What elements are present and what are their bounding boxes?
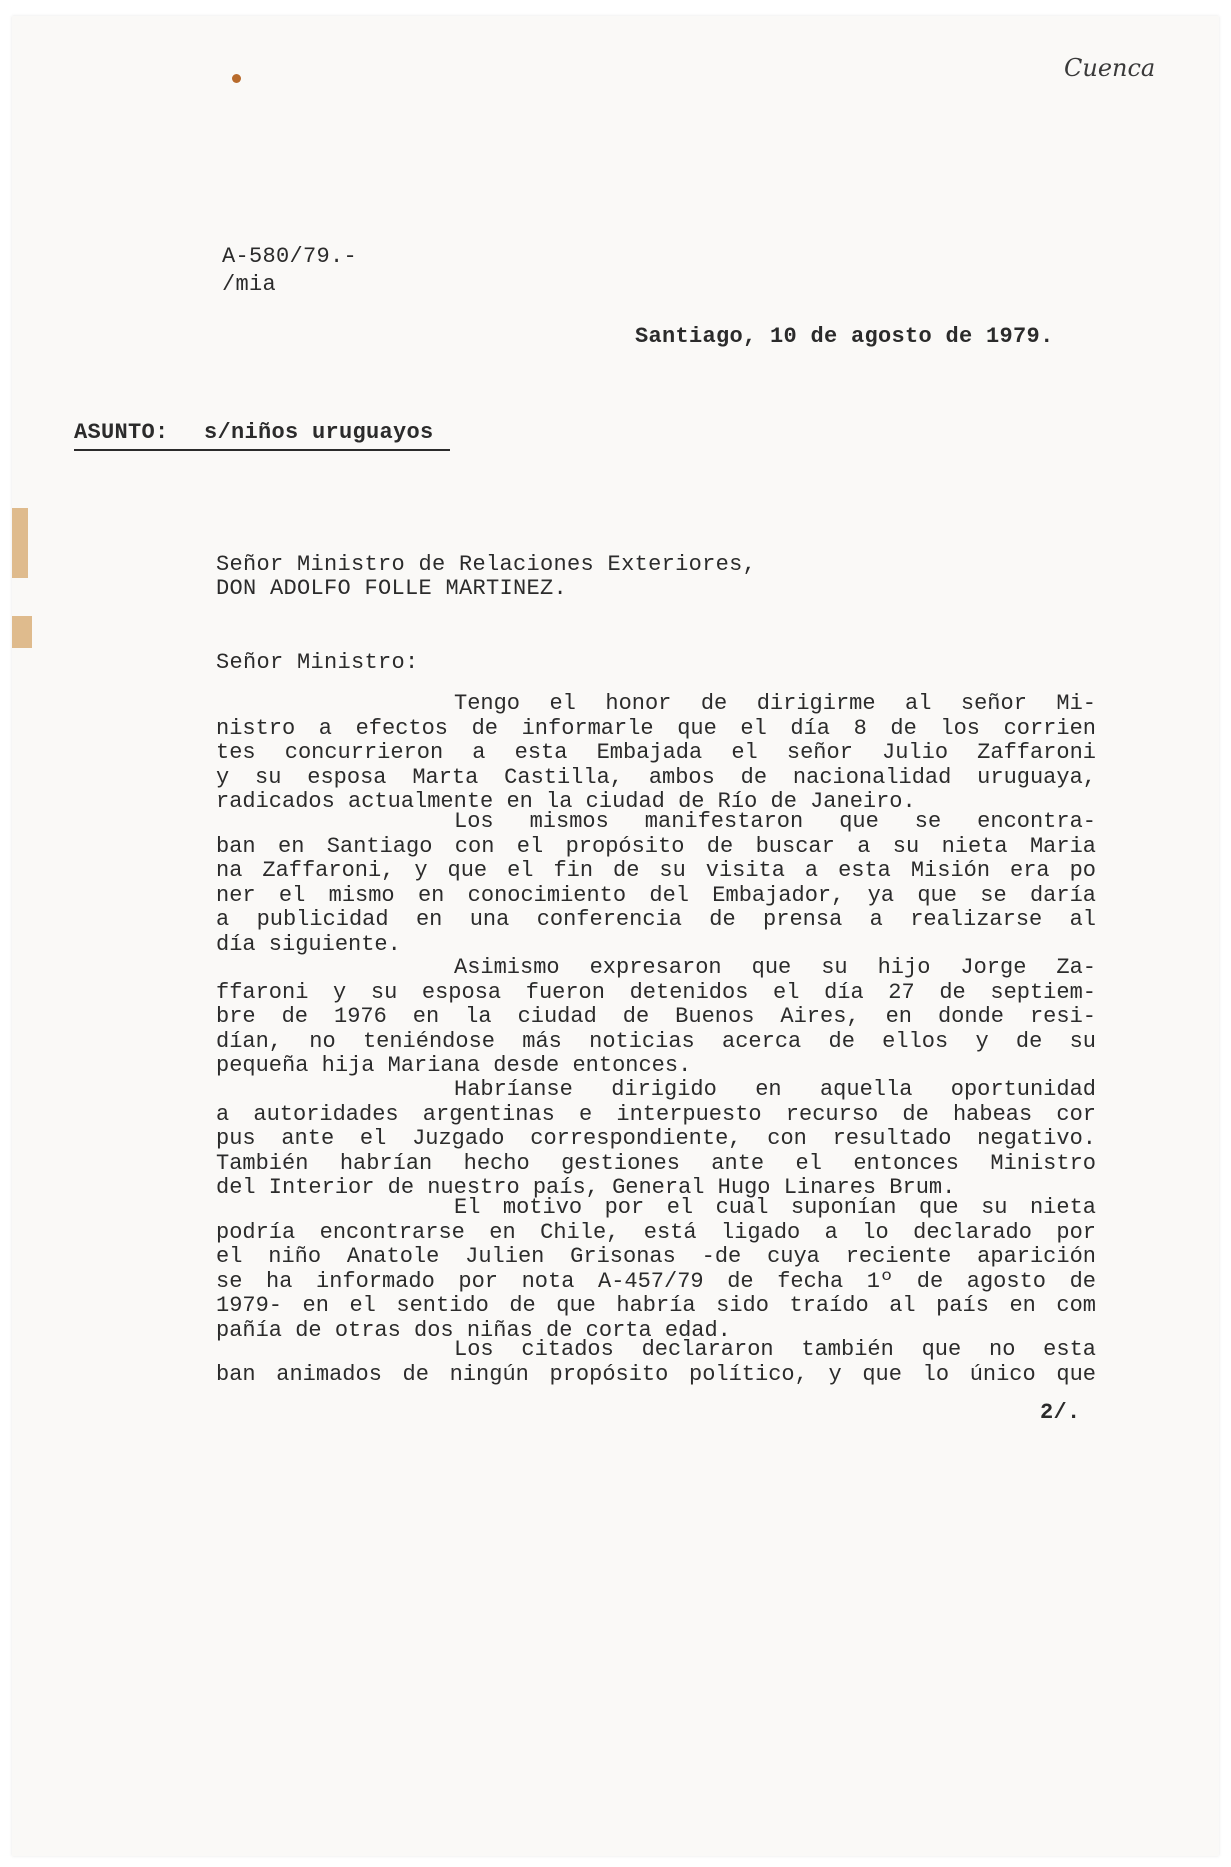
paragraph-line: 1979- en el sentido de que habría sido traído al país en com bbox=[216, 1293, 1096, 1318]
paragraph-line: También habrían hecho gestiones ante el entonces Ministro bbox=[216, 1150, 1096, 1176]
paragraph-line: pus ante el Juzgado correspondiente, con resultado negativo. bbox=[216, 1126, 1096, 1151]
paragraph-line: ner el mismo en conocimiento del Embajador, ya que se daría bbox=[216, 882, 1096, 908]
subject-label: ASUNTO: bbox=[74, 420, 169, 445]
tape-stain-lower bbox=[12, 616, 32, 648]
paragraph-4 bbox=[216, 1078, 1096, 1201]
paragraph-2 bbox=[216, 810, 1096, 957]
paragraph-6 bbox=[216, 1338, 1096, 1387]
subject-text: s/niños uruguayos bbox=[204, 420, 434, 445]
handwritten-note: Cuenca bbox=[1064, 54, 1156, 82]
salutation: Señor Ministro: bbox=[216, 650, 419, 675]
paragraph-line: podría encontrarse en Chile, está ligado a lo declarado por bbox=[216, 1219, 1096, 1245]
paragraph-line: dían, no teniéndose más noticias acerca de ellos y de su bbox=[216, 1028, 1096, 1054]
paragraph-line: ban animados de ningún propósito político, y que lo único que bbox=[216, 1361, 1096, 1387]
paragraph-line: día siguiente. bbox=[216, 931, 401, 957]
paragraph-5 bbox=[216, 1196, 1096, 1343]
paragraph-3 bbox=[216, 956, 1096, 1079]
stain-dot bbox=[232, 74, 241, 83]
paragraph-line: a autoridades argentinas e interpuesto recurso de habeas cor bbox=[216, 1101, 1096, 1127]
paragraph-line: ban en Santiago con el propósito de buscar a su nieta Maria bbox=[216, 833, 1096, 859]
date-line: Santiago, 10 de agosto de 1979. bbox=[635, 324, 1054, 349]
paragraph-line: bre de 1976 en la ciudad de Buenos Aires, en donde resi- bbox=[216, 1004, 1096, 1029]
paragraph-line: pequeña hija Mariana desde entonces. bbox=[216, 1053, 692, 1078]
recipient-title: Señor Ministro de Relaciones Exteriores, bbox=[216, 552, 757, 577]
paragraph-line: del Interior de nuestro país, General Hugo Linares Brum. bbox=[216, 1175, 956, 1200]
subject-underline bbox=[74, 449, 450, 451]
paragraph-line: radicados actualmente en la ciudad de Río de Janeiro. bbox=[216, 789, 916, 814]
paragraph-line: nistro a efectos de informarle que el día 8 de los corrien bbox=[216, 715, 1096, 741]
paragraph-line: Los mismos manifestaron que se encontra- bbox=[454, 809, 1096, 834]
paragraph-line: Habríanse dirigido en aquella oportunidad bbox=[454, 1077, 1096, 1102]
paragraph-line: se ha informado por nota A-457/79 de fecha 1º de agosto de bbox=[216, 1268, 1096, 1294]
typist-initials: /mia bbox=[222, 272, 277, 297]
tape-stain-upper bbox=[12, 508, 28, 578]
paragraph-line: na Zaffaroni, y que el fin de su visita a esta Misión era po bbox=[216, 858, 1096, 883]
page-marker: 2/. bbox=[1040, 1400, 1081, 1425]
paragraph-line: El motivo por el cual suponían que su nieta bbox=[454, 1195, 1096, 1220]
paragraph-line: Los citados declararon también que no esta bbox=[454, 1337, 1096, 1362]
paragraph-line: tes concurrieron a esta Embajada el señor Julio Zaffaroni bbox=[216, 740, 1096, 765]
paragraph-line: Asimismo expresaron que su hijo Jorge Za- bbox=[454, 955, 1096, 980]
recipient-name: DON ADOLFO FOLLE MARTINEZ. bbox=[216, 576, 568, 601]
reference-number: A-580/79.- bbox=[222, 244, 358, 269]
paragraph-line: ffaroni y su esposa fueron detenidos el día 27 de septiem- bbox=[216, 979, 1096, 1005]
paragraph-line: pañía de otras dos niñas de corta edad. bbox=[216, 1317, 731, 1343]
paragraph-line: a publicidad en una conferencia de prensa a realizarse al bbox=[216, 907, 1096, 932]
paragraph-line: el niño Anatole Julien Grisonas -de cuya reciente aparición bbox=[216, 1244, 1096, 1269]
paragraph-line: Tengo el honor de dirigirme al señor Mi- bbox=[454, 691, 1096, 716]
paragraph-1 bbox=[216, 692, 1096, 815]
letter-page bbox=[12, 16, 1219, 1856]
paragraph-line: y su esposa Marta Castilla, ambos de nacionalidad uruguaya, bbox=[216, 764, 1096, 790]
